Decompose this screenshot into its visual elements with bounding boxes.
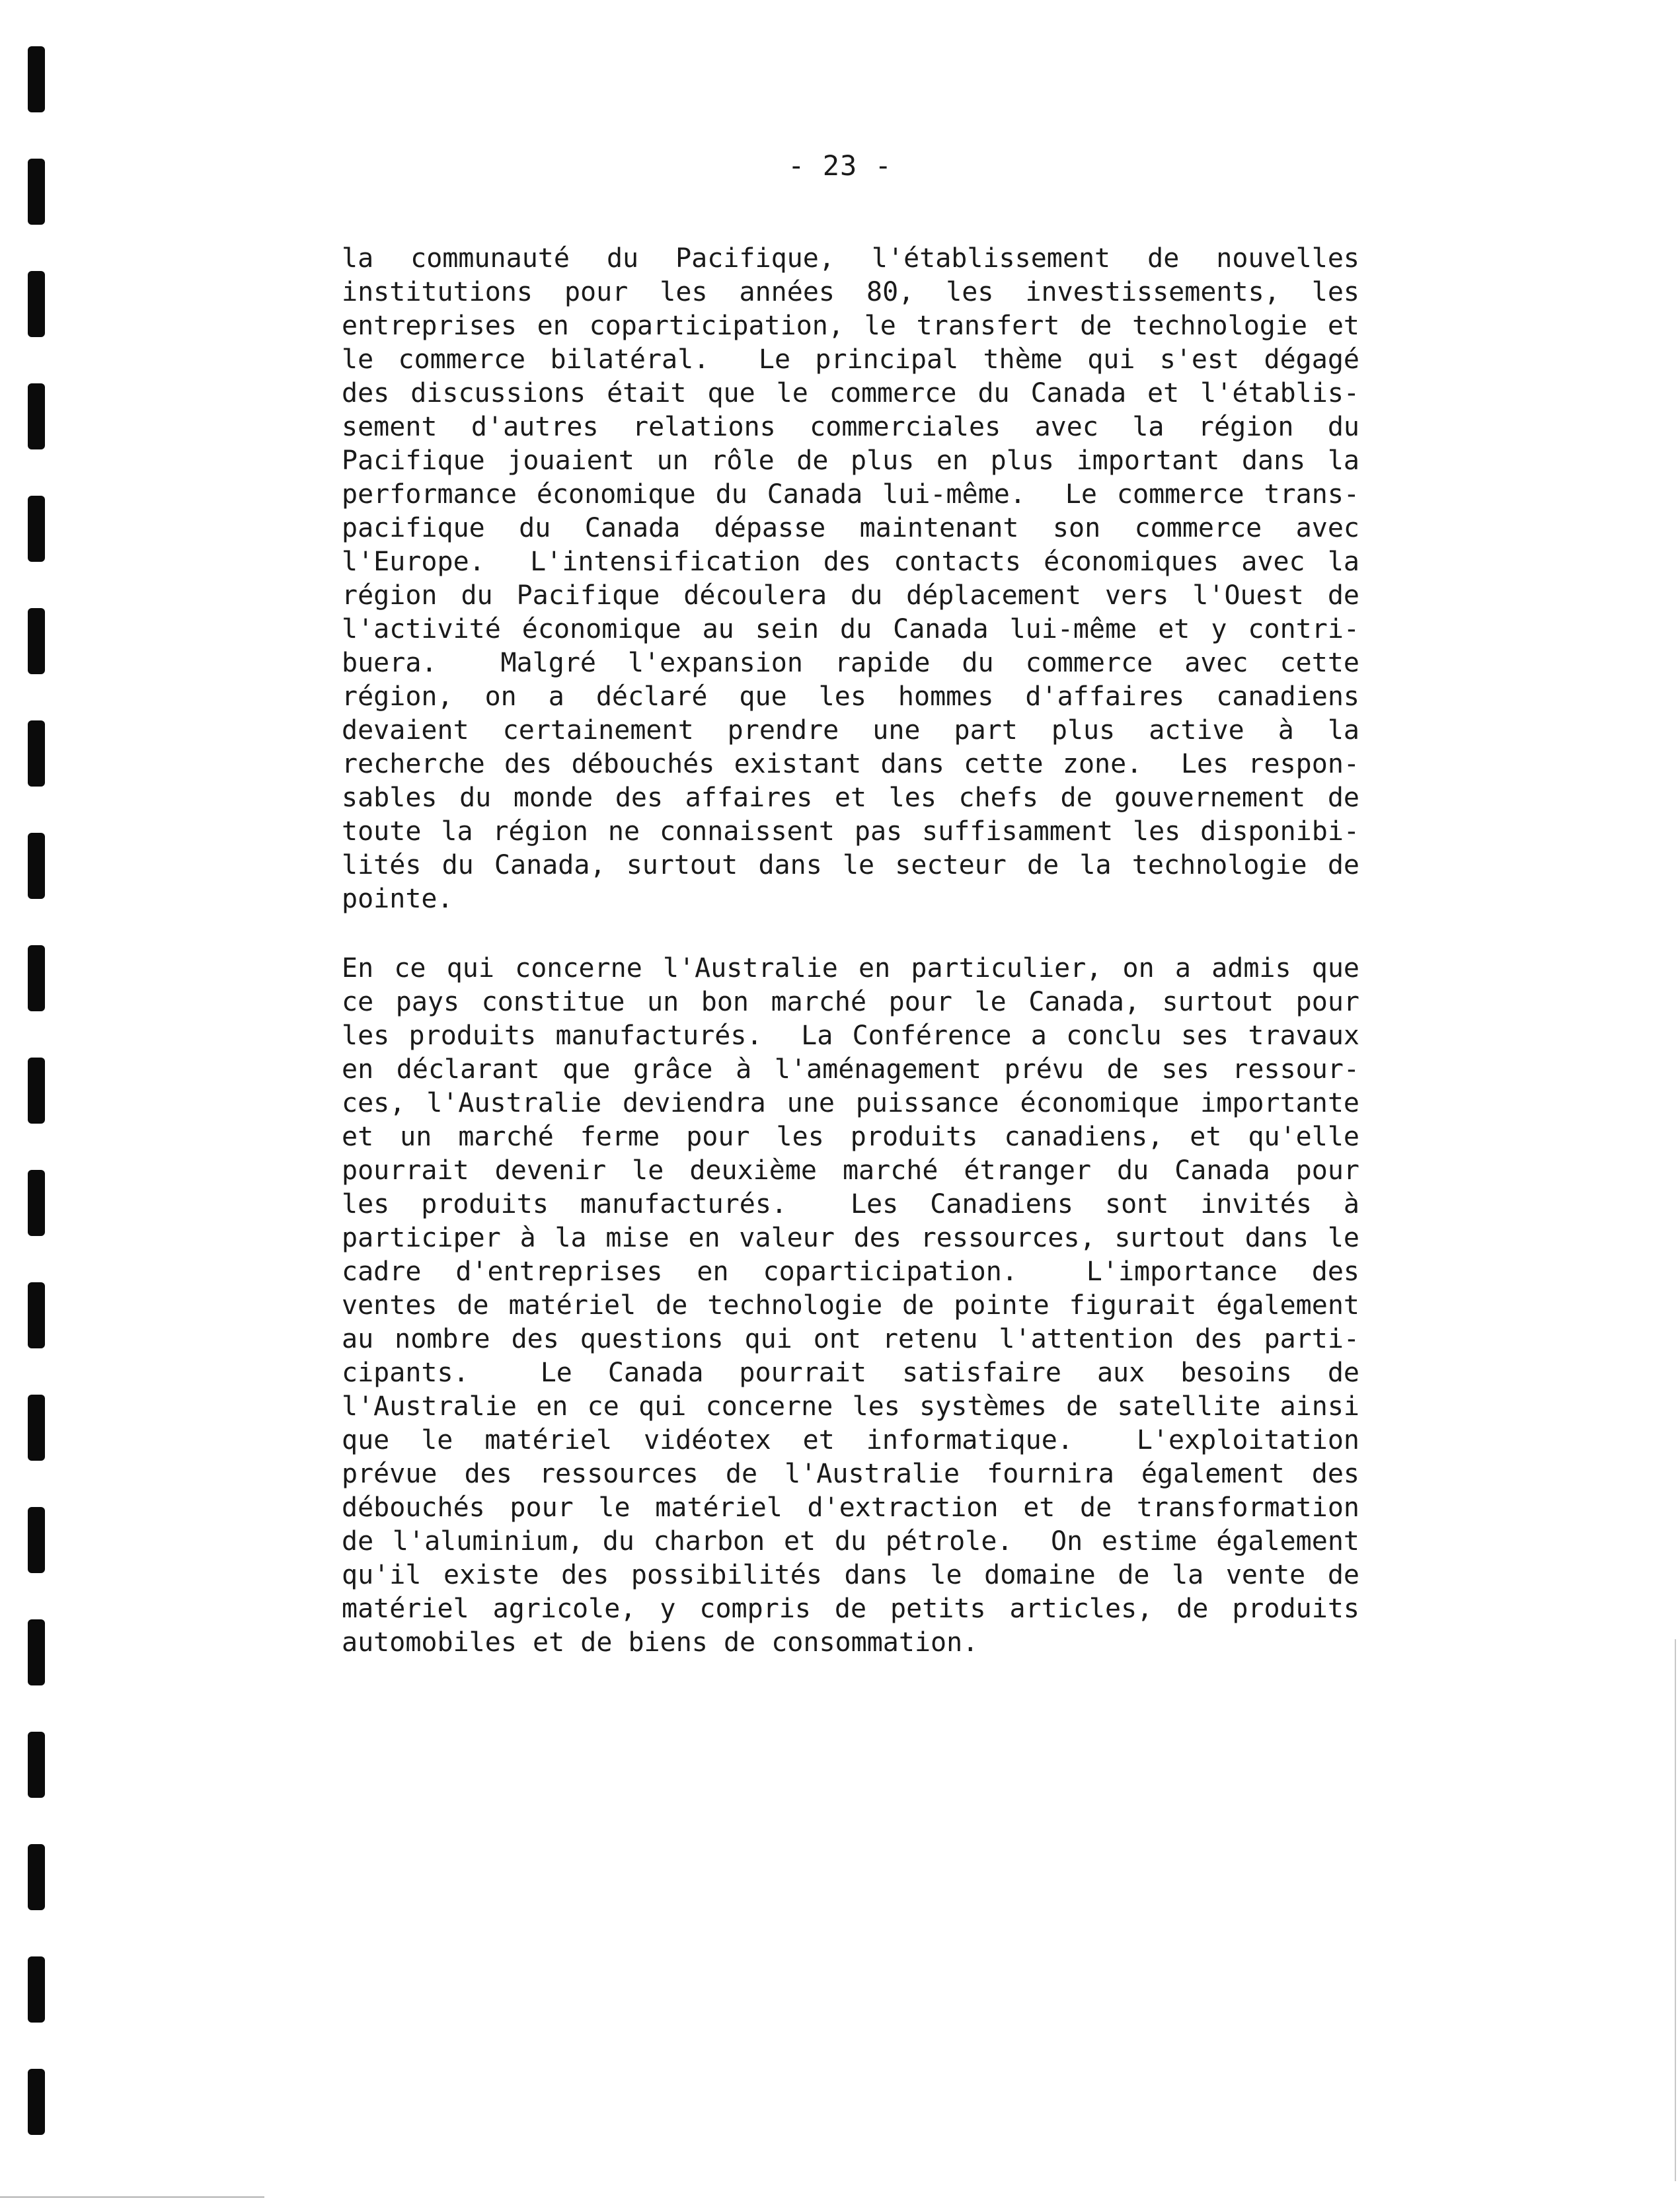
text-line: la communauté du Pacifique, l'établissement de nouvelles: [342, 243, 1359, 274]
text-line: que le matériel vidéotex et informatique. L'exploitation: [342, 1425, 1359, 1455]
text-line: ce pays constitue un bon marché pour le Canada, surtout pour: [342, 987, 1359, 1017]
text-line: lités du Canada, surtout dans le secteur de la technologie de: [342, 850, 1359, 880]
binding-hole: [28, 945, 45, 1011]
text-line: les produits manufacturés. La Conférence a conclu ses travaux: [342, 1021, 1359, 1051]
text-line: le commerce bilatéral. Le principal thème qui s'est dégagé: [342, 344, 1359, 375]
text-line: de l'aluminium, du charbon et du pétrole. On estime également: [342, 1526, 1359, 1557]
binding-hole: [28, 496, 45, 562]
text-line: En ce qui concerne l'Australie en particulier, on a admis que: [342, 953, 1359, 984]
binding-hole: [28, 1058, 45, 1124]
text-line: ventes de matériel de technologie de pointe figurait également: [342, 1290, 1359, 1321]
text-line: sement d'autres relations commerciales avec la région du: [342, 412, 1359, 442]
text-line: et un marché ferme pour les produits canadiens, et qu'elle: [342, 1122, 1359, 1152]
text-line: automobiles et de biens de consommation.: [342, 1627, 979, 1658]
text-line: pacifique du Canada dépasse maintenant son commerce avec: [342, 513, 1359, 543]
binding-hole: [28, 1619, 45, 1685]
text-line: performance économique du Canada lui-même. Le commerce trans-: [342, 479, 1359, 510]
text-line: ces, l'Australie deviendra une puissance économique importante: [342, 1088, 1359, 1118]
binding-hole: [28, 1732, 45, 1798]
text-line: toute la région ne connaissent pas suffisamment les disponibi-: [342, 816, 1359, 847]
page-bottom-line: [0, 2196, 264, 2198]
text-line: qu'il existe des possibilités dans le domaine de la vente de: [342, 1560, 1359, 1590]
binding-hole: [28, 1507, 45, 1573]
text-line: région du Pacifique découlera du déplacement vers l'Ouest de: [342, 580, 1359, 611]
text-line: cadre d'entreprises en coparticipation. L'importance des: [342, 1256, 1359, 1287]
binding-hole: [28, 1282, 45, 1348]
paragraph-2: [342, 952, 1359, 1660]
text-line: pourrait devenir le deuxième marché étranger du Canada pour: [342, 1155, 1359, 1186]
text-line: l'Australie en ce qui concerne les systèmes de satellite ainsi: [342, 1391, 1359, 1422]
binding-hole: [28, 1956, 45, 2023]
text-line: au nombre des questions qui ont retenu l'attention des parti-: [342, 1324, 1359, 1354]
binding-hole: [28, 46, 45, 112]
text-line: devaient certainement prendre une part plus active à la: [342, 715, 1359, 746]
binding-hole: [28, 833, 45, 899]
text-line: l'Europe. L'intensification des contacts économiques avec la: [342, 547, 1359, 577]
binding-hole: [28, 720, 45, 787]
binding-holes: [20, 0, 59, 2203]
text-line: région, on a déclaré que les hommes d'affaires canadiens: [342, 681, 1359, 712]
text-line: Pacifique jouaient un rôle de plus en plus important dans la: [342, 445, 1359, 476]
text-line: l'activité économique au sein du Canada lui-même et y contri-: [342, 614, 1359, 644]
binding-hole: [28, 1395, 45, 1461]
text-line: participer à la mise en valeur des ressources, surtout dans le: [342, 1223, 1359, 1253]
text-line: pointe.: [342, 884, 453, 914]
text-line: institutions pour les années 80, les investissements, les: [342, 277, 1359, 307]
text-line: matériel agricole, y compris de petits articles, de produits: [342, 1594, 1359, 1624]
page-number: - 23 -: [788, 149, 892, 182]
paragraph-1: [342, 242, 1359, 916]
text-line: les produits manufacturés. Les Canadiens sont invités à: [342, 1189, 1359, 1219]
binding-hole: [28, 2069, 45, 2135]
text-line: sables du monde des affaires et les chefs de gouvernement de: [342, 783, 1359, 813]
text-line: prévue des ressources de l'Australie fournira également des: [342, 1459, 1359, 1489]
binding-hole: [28, 608, 45, 674]
text-line: entreprises en coparticipation, le transfert de technologie et: [342, 311, 1359, 341]
binding-hole: [28, 383, 45, 449]
text-line: recherche des débouchés existant dans cette zone. Les respon-: [342, 749, 1359, 779]
text-line: en déclarant que grâce à l'aménagement prévu de ses ressour-: [342, 1054, 1359, 1085]
text-line: buera. Malgré l'expansion rapide du commerce avec cette: [342, 648, 1359, 678]
text-line: cipants. Le Canada pourrait satisfaire aux besoins de: [342, 1358, 1359, 1388]
text-line: débouchés pour le matériel d'extraction et de transformation: [342, 1492, 1359, 1523]
text-line: des discussions était que le commerce du Canada et l'établis-: [342, 378, 1359, 408]
binding-hole: [28, 271, 45, 337]
page-edge-line: [1675, 1639, 1676, 2181]
binding-hole: [28, 1170, 45, 1236]
binding-hole: [28, 1844, 45, 1910]
